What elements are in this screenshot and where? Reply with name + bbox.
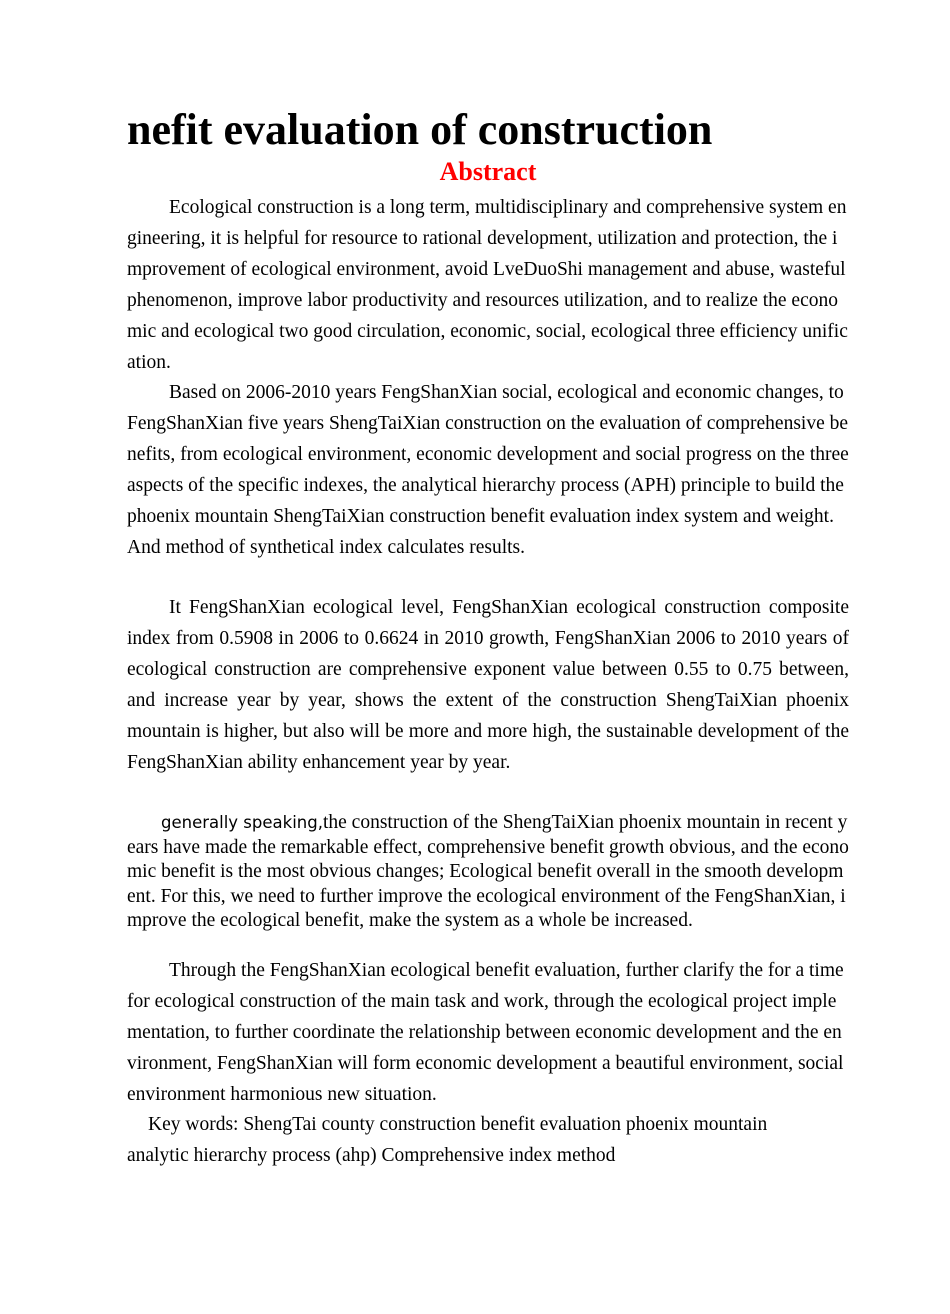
abstract-paragraph-5: Through the FengShanXian ecological benefit evaluation, further clarify the for a time for ecological construction of the main task and work, through the ecological project implementation, to further coordinate the relationship between economic development and the environment, FengShanXian will form economic development a beautiful environment, social environment harmonious new situation.	[127, 960, 844, 1105]
paragraph-4-text: the construction of the ShengTaiXian phoenix mountain in recent years have made the remarkable effect, comprehensive benefit growth obvious, and the economic benefit is the most obvious changes; Ecological benefit overall in the smooth development. For this, we need to further improve the ecological environment of the FengShanXian, improve the ecological benefit, make the system as a whole be increased.	[127, 812, 849, 931]
paragraph-lead-phrase: generally speaking,	[161, 813, 323, 832]
abstract-heading: Abstract	[439, 157, 537, 186]
abstract-paragraph-1: Ecological construction is a long term, multidisciplinary and comprehensive system engineering, it is helpful for resource to rational development, utilization and protection, the improvement of ecological environment, avoid LveDuoShi management and abuse, wasteful phenomenon, improve labor productivity and resources utilization, and to realize the economic and ecological two good circulation, economic, social, ecological three efficiency unification.	[127, 197, 848, 373]
abstract-paragraph-4	[127, 811, 849, 934]
keywords-line-1: Key words: ShengTai county construction benefit evaluation phoenix mountain	[148, 1114, 768, 1135]
keywords-line-2: analytic hierarchy process (ahp) Comprehensive index method	[127, 1145, 616, 1166]
abstract-paragraph-3: It FengShanXian ecological level, FengShanXian ecological construction composite index from 0.5908 in 2006 to 0.6624 in 2010 growth, FengShanXian 2006 to 2010 years of ecological construction are comprehensive exponent value between 0.55 to 0.75 between, and increase year by year, shows the extent of the construction ShengTaiXian phoenix mountain is higher, but also will be more and more high, the sustainable development of the FengShanXian ability enhancement year by year.	[127, 597, 849, 773]
abstract-paragraph-2: Based on 2006-2010 years FengShanXian social, ecological and economic changes, to FengShanXian five years ShengTaiXian construction on the evaluation of comprehensive benefits, from ecological environment, economic development and social progress on the three aspects of the specific indexes, the analytical hierarchy process (APH) principle to build the phoenix mountain ShengTaiXian construction benefit evaluation index system and weight. And method of synthetical index calculates results.	[127, 382, 849, 558]
document-title: nefit evaluation of construction	[127, 105, 713, 154]
